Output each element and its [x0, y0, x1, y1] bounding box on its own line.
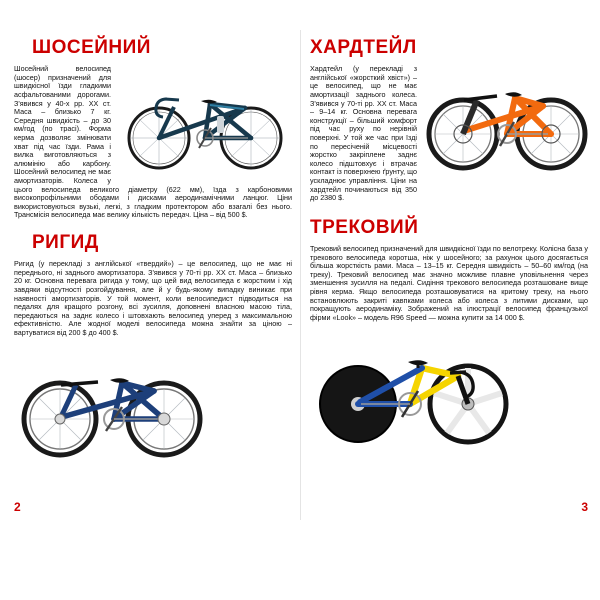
paragraph-rigid-bike-part: Ригид (у перекладі з англійської «твердий») – це велосипед, що не має ні переднього, ні заднього амортизатора. З'явився у 70-ті рр. XX ст. Маса – близько 20 кг. Основна перевага ригида у тому, що цей вид велосипеда є жорстким і хід завдяки відсутності розгойдування, але й у будь-якому випадку виникає при наявності амортизаторів. У той момент, коли велосипедист підводиться на педалях для кращого розгону, всі зусилля, доповнені власною масою тіла, передаються на заднє колесо і штовхають велосипед уперед з максимальною ефективністю. Але жодної моделі велосипеда можна знайти за ціною – вартуватися від 200 $ до 400 $.: [14, 259, 292, 337]
section-hardtail-bike: [310, 38, 588, 210]
track-bike-photo: [310, 332, 515, 452]
road-bike-photo: [117, 64, 292, 176]
page-number-left: 2: [14, 500, 21, 514]
heading-rigid-bike: РИГИД: [32, 232, 99, 254]
left-page: [0, 30, 300, 520]
paragraph-track-bike: Трековий велосипед призначений для швидкісної їзди по велотреку. Колісна база у трекового велосипеда коротша, ніж у шосейного; за рахунок цього досягається більша жорсткість рами. Маса – 13–15 кг. Середня швидкість – 50–60 км/год (на треку). Трековий велосипед має значно можливе плавне уповільнення через зменшення зусилля на педалі. Сидіння трекового велосипеда розташоване вище рівня керма. Якщо велосипеда розташовуватися на критому треку, на нього встановлюють закриті кавпками колеса або колеса з литими дисками, що покращують аеродинаміку. Зображений на ілюстрації велосипед французької фірми «Look» – модель R96 Speed — можна купити за 14 000 $.: [310, 244, 588, 322]
heading-track-bike: ТРЕКОВИЙ: [310, 216, 419, 238]
page-number-right: 3: [581, 500, 588, 514]
paragraph-hardtail-bike: Хардтейл (у перекладі з англійської «жорсткий хвіст») – це велосипед, що не має амортизації заднього колеса. З'явився у 70-ті рр. XX ст. Маса – 9–14 кг. Основна перевага конструкції – більший комфорт під час руху по нерівній поверхні. У той же час при їзді по пересіченій місцевості жорстко закріплене заднє колесо підштовхує і втрачає контакт із поверхнею ґрунту, що ускладнює управління. Ціни на хардтейл починаються від 350 до 2380 $.: [310, 64, 417, 203]
section-rigid-bike: [14, 233, 292, 469]
heading-road-bike: ШОСЕЙНИЙ: [32, 37, 151, 58]
section-road-bike: [14, 38, 292, 227]
section-track-bike: [310, 218, 588, 456]
rigid-mtb-photo: [14, 347, 209, 465]
page-divider: [300, 30, 301, 520]
paragraph-road-bike: Шосейний велосипед (шосер) призначений для швидкісної їзди гладкими асфальтованими дорогами. З'явився у 40-х рр. XX ст. Маса – близько 7 кг. Середня швидкість – до 30 км/год (по трасі). Форма керма дозволяє змінювати хват під час їзди. Рама і вилка виготовляються з алюмінію або карбону. Шосейний велосипед не має амортизаторів. Колеса у цього велосипеда великого діаметру (622 мм), їзда з карбоновими високопрофільними ободами і дисками аеродинамічними ланцюг. Ціни використовуються вузькі, легкі, з гладким протектором або взагалі без нього. Трансмісія велосипеда має велику кількість передач. Ціна – від 500 $.: [14, 64, 292, 220]
heading-hardtail-bike: ХАРДТЕЙЛ: [310, 37, 417, 58]
hardtail-mtb-photo: [423, 64, 588, 182]
right-page: [300, 30, 600, 520]
